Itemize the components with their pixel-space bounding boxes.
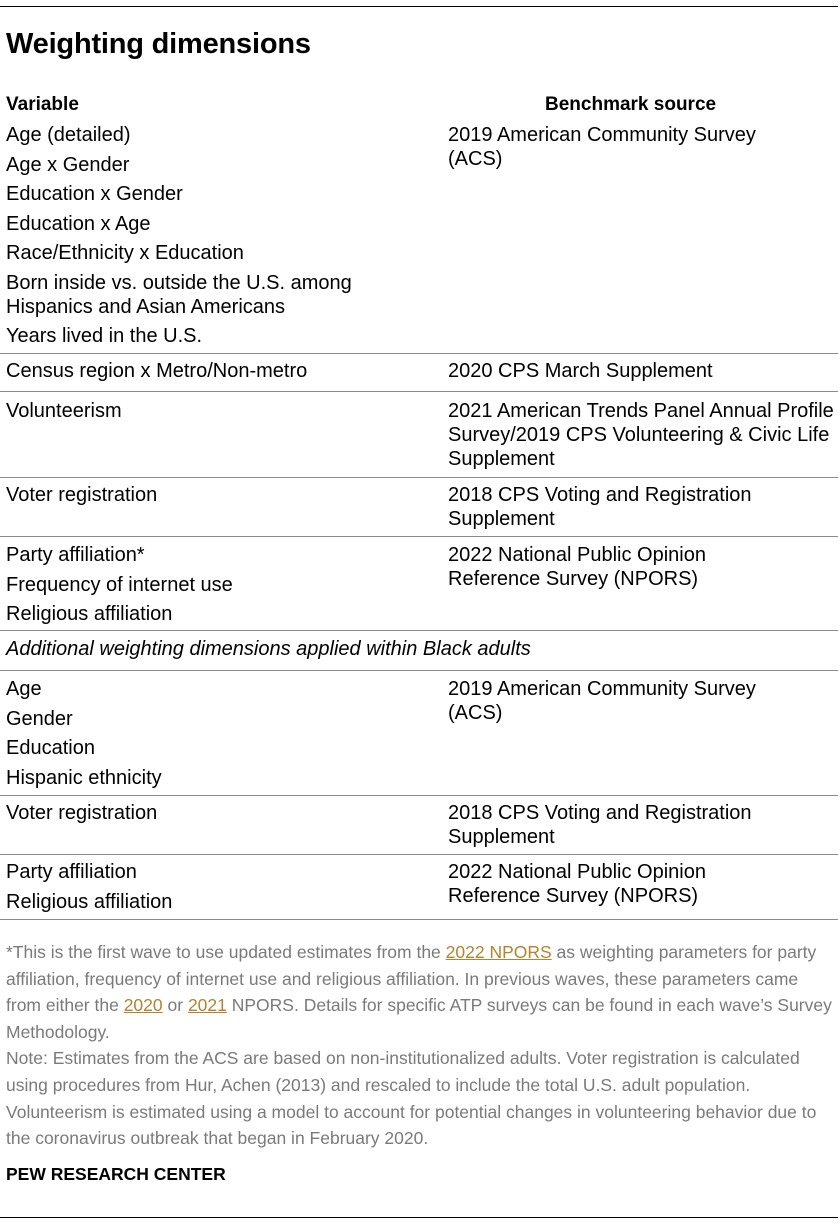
benchmark-source: 2022 National Public Opinion Reference Survey (NPORS) [448, 544, 706, 590]
benchmark-source: 2019 American Community Survey (ACS) [448, 124, 756, 170]
variable-list [6, 543, 233, 632]
benchmark-source: 2021 American Trends Panel Annual Profile Survey/2019 CPS Volunteering & Civic Life Supplement [448, 400, 834, 470]
note-text: Note: Estimates from the ACS are based on non-institutionalized adults. Voter registration is calculated using procedures from Hur, Achen (2013) and rescaled to include the total U.S. adult population. Volunteerism is estimated using a model to account for potential changes in volunteering behavior due to the coronavirus outbreak that began in February 2020. [6, 1048, 817, 1149]
variable-item: Party affiliation [6, 861, 137, 883]
benchmark-source: 2020 CPS March Supplement [448, 360, 713, 382]
row-divider [0, 795, 838, 796]
variable-list [6, 677, 162, 795]
variable-item: Voter registration [6, 802, 158, 824]
row-divider [0, 630, 838, 631]
variable-list [6, 123, 416, 353]
page-title: Weighting dimensions [6, 28, 311, 60]
variable-item: Age (detailed) [6, 124, 131, 146]
header-benchmark-source: Benchmark source [545, 94, 717, 115]
benchmark-source: 2019 American Community Survey (ACS) [448, 678, 756, 724]
variable-item: Years lived in the U.S. [6, 324, 203, 347]
header-variable: Variable [6, 94, 79, 115]
footnotes [6, 939, 836, 1152]
variable-item: Census region x Metro/Non-metro [6, 360, 308, 382]
footnote [6, 939, 836, 1045]
link-2022-npors[interactable]: 2022 NPORS [445, 942, 552, 962]
top-rule [0, 6, 838, 7]
variable-item: Race/Ethnicity x Education [6, 242, 244, 264]
variable-item: Gender [6, 707, 73, 730]
footnote-text: *This is the first wave to use updated estimates from the [6, 942, 446, 962]
row-divider [0, 353, 838, 354]
bottom-rule [0, 1217, 838, 1218]
variable-item: Education x Gender [6, 183, 183, 205]
variable-item: Age [6, 678, 42, 700]
link-2020-npors[interactable]: 2020 [123, 995, 163, 1016]
variable-item: Religious affiliation [6, 890, 173, 913]
row-divider [0, 536, 838, 537]
variable-item: Voter registration [6, 484, 158, 506]
row-divider [0, 670, 838, 671]
footnote-text: as weighting parameters for party affiliation, frequency of internet use and religious affiliation. In previous waves, these parameters came from either the [6, 942, 817, 1016]
footnote-text: NPORS. Details for specific ATP surveys can be found in each wave’s Survey Methodology. [6, 995, 832, 1042]
benchmark-source: 2022 National Public Opinion Reference Survey (NPORS) [448, 861, 706, 907]
variable-item: Volunteerism [6, 400, 122, 422]
footnote-text: or [162, 995, 188, 1016]
brand-label: PEW RESEARCH CENTER [6, 1164, 226, 1184]
variable-item: Age x Gender [6, 153, 130, 176]
row-divider [0, 854, 838, 855]
variable-item: Education [6, 737, 95, 759]
row-divider [0, 391, 838, 392]
variable-item: Born inside vs. outside the U.S. among Hispanics and Asian Americans [6, 271, 352, 318]
row-divider [0, 477, 838, 478]
link-2021-npors[interactable]: 2021 [187, 995, 227, 1016]
variable-item: Party affiliation* [6, 544, 145, 566]
row-divider [0, 919, 838, 920]
variable-item: Religious affiliation [6, 603, 173, 625]
variable-item: Hispanic ethnicity [6, 766, 162, 789]
subsection-title: Additional weighting dimensions applied within Black adults [6, 638, 531, 660]
benchmark-source: 2018 CPS Voting and Registration Supplement [448, 802, 752, 848]
benchmark-source: 2018 CPS Voting and Registration Supplement [448, 484, 752, 530]
variable-list [6, 860, 172, 919]
variable-item: Education x Age [6, 212, 151, 235]
variable-item: Frequency of internet use [6, 573, 233, 596]
